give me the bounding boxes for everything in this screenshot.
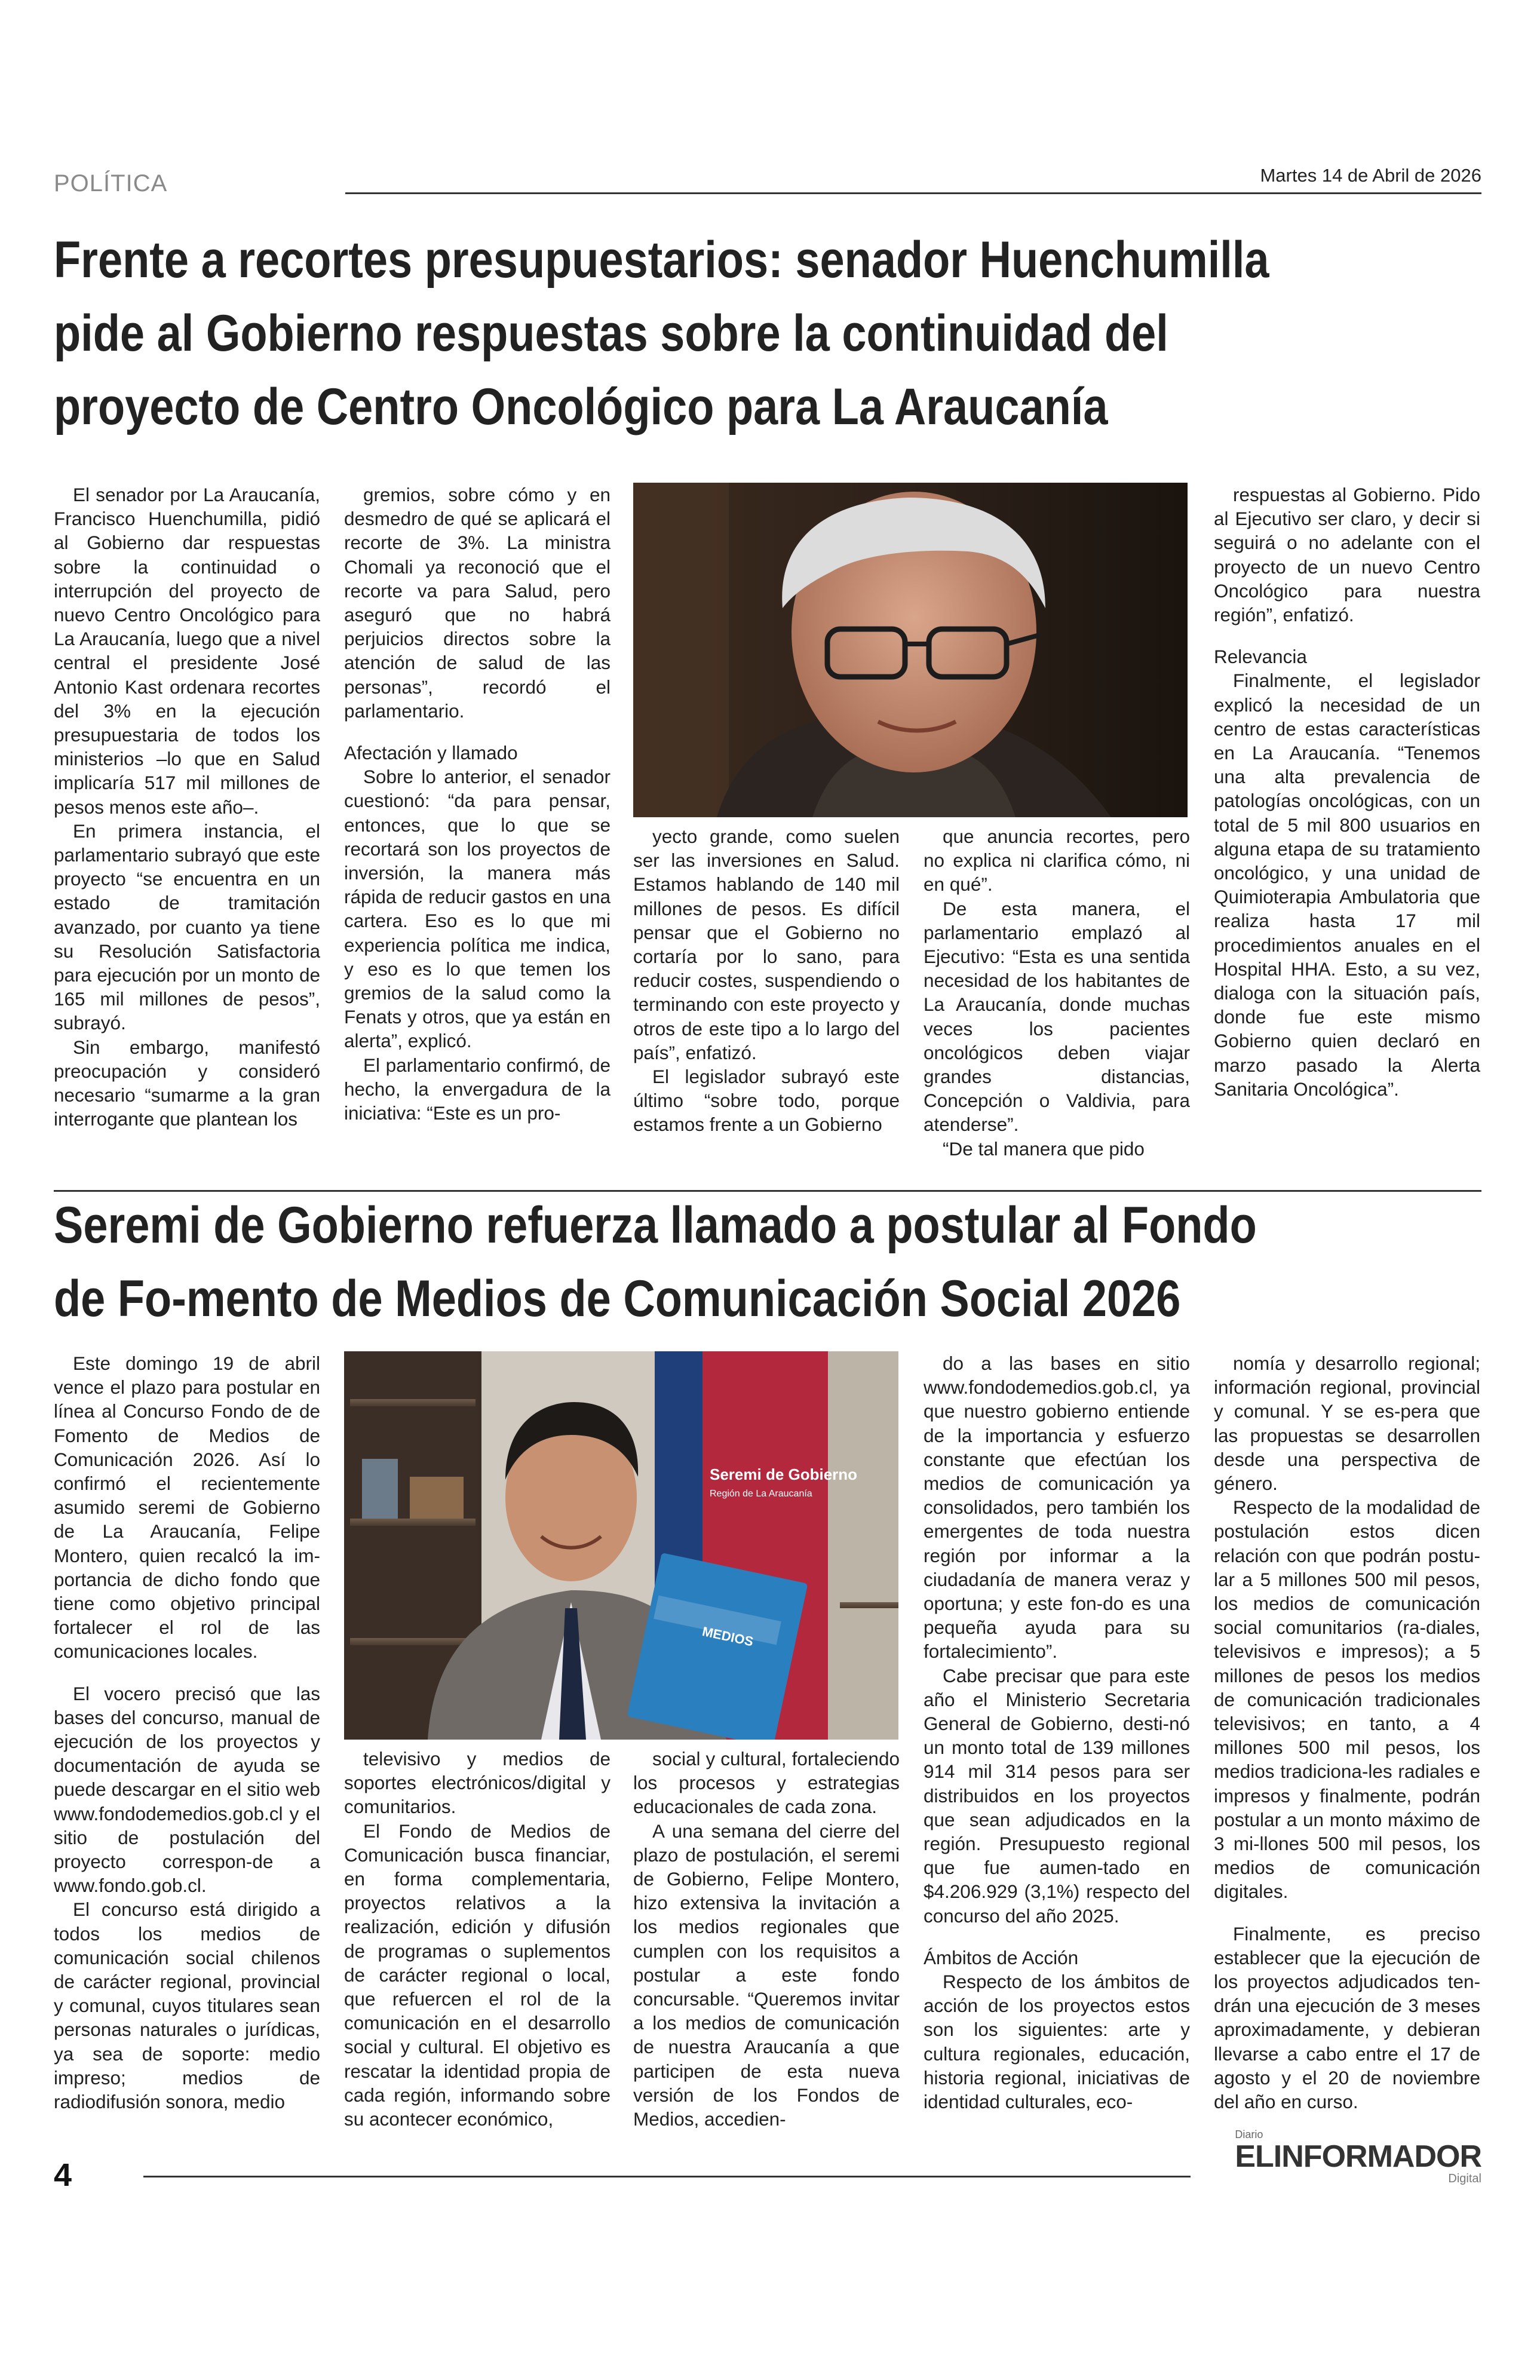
footer-rule	[143, 2176, 1191, 2177]
headline-line: de Fo-mento de Medios de Comunicación Social 2026	[54, 1270, 1181, 1327]
paragraph: El legislador subrayó este último “sobre todo, porque estamos frente a un Gobierno	[633, 1066, 900, 1136]
paragraph: El Fondo de Medios de Comunicación busca financiar, en forma complementaria, proyectos relativos a la realización, edición y difusión de programas o suplementos de carácter regional o local, que refuercen el rol de la comunicación en el desarrollo social y cultural. El objetivo es rescatar la identidad propia de cada región, informando sobre su acontecer económico,	[344, 1820, 611, 2130]
article2-column-5	[1214, 1351, 1480, 2114]
article2-headline	[54, 1189, 1287, 1336]
paragraph: do a las bases en sitio www.fondodemedios.gob.cl, ya que nuestro gobierno entiende de la importancia y esfuerzo constante que efectúan los medios de comunicación ya consolidados, pero también los emergentes de toda nuestra región por informar a la ciudadanía de manera veraz y oportuna; y este fon-do es una pequeña ayuda para su fortalecimiento”.	[924, 1352, 1190, 1663]
subheading: Ámbitos de Acción	[924, 1946, 1079, 1968]
article2-column-2	[344, 1747, 611, 2131]
paragraph: El vocero precisó que las bases del concurso, manual de ejecución de los proyectos y documentación de ayuda se puede descargar en el sitio web www.fondodemedios.gob.cl y el sitio de postulación del proyecto correspon-de a www.fondo.gob.cl.	[54, 1682, 320, 1897]
paragraph: A una semana del cierre del plazo de postulación, el seremi de Gobierno, Felipe Montero, hizo extensiva la invitación a los medios regionales que cumplen con los requisitos a postular a este fondo concursable. “Queremos invitar a los medios de comunicación de nuestra Araucanía a que participen de esta nueva versión de los Fondos de Medios, accedien-	[633, 1820, 900, 2130]
paragraph: Este domingo 19 de abril vence el plazo para postular en línea al Concurso Fondo de de Fomento de Medios de Comunicación 2026. Así lo confirmó el recientemente asumido seremi de Gobierno de La Araucanía, Felipe Montero, quien recalcó la im-portancia de dicho fondo que tiene como objetivo principal fortalecer el rol de las comunicaciones locales.	[54, 1352, 320, 1663]
paragraph: respuestas al Gobierno. Pido al Ejecutivo ser claro, y decir si seguirá o no adelante con el proyecto de un nuevo Centro Oncológico para nuestra región”, enfatizó.	[1214, 484, 1480, 626]
article2-column-1	[54, 1351, 320, 2114]
headline-line: Seremi de Gobierno refuerza llamado a postular al Fondo	[54, 1197, 1257, 1254]
paragraph: El concurso está dirigido a todos los medios de comunicación social chilenos de carácter regional, provincial y comunal, cuyos titulares sean personas naturales o jurídicas, ya sea de soporte: medio impreso; medios de radiodifusión sonora, medio	[54, 1899, 320, 2113]
article1-column-4	[924, 824, 1190, 1161]
paragraph: nomía y desarrollo regional; información regional, provincial y comunal. Y se es-pera que las propuestas se desarrollen desde una perspectiva de género.	[1214, 1352, 1480, 1495]
photo-folder-title: Seremi de Gobierno	[710, 1465, 858, 1483]
issue-date: Martes 14 de Abril de 2026	[1260, 165, 1481, 186]
paragraph: “De tal manera que pido	[943, 1137, 1145, 1160]
paragraph: Respecto de la modalidad de postulación estos dicen relación con que podrán postu-lar a 5 millones 500 mil pesos, los medios de comunicación social comunitarios (ra-diales, televisivos e impresos); a 5 millones de pesos los medios de comunicación tradicionales televisivos; en tanto, a 4 millones 500 mil pesos, los medios tradiciona-les radiales e impresos y finalmente, podrán postular a un monto máximo de 3 mi-llones 500 mil pesos, los medios de comunicación digitales.	[1214, 1496, 1480, 1903]
paragraph: Sobre lo anterior, el senador cuestionó: “da para pensar, entonces, que lo que se recortará son los proyectos de inversión, la manera más rápida de reducir gastos en una cartera. Eso es lo que mi experiencia política me indica, y eso es lo que temen los gremios de la salud como la Fenats y otros, que ya están en alerta”, explicó.	[344, 766, 611, 1052]
headline-line: pide al Gobierno respuestas sobre la continuidad del	[54, 305, 1168, 362]
paragraph: Cabe precisar que para este año el Ministerio Secretaria General de Gobierno, desti-nó un monto total de 139 millones 914 mil 314 pesos para ser distribuidos en los proyectos que sean adjudicados en la región. Presupuesto regional que fue aumen-tado en $4.206.929 (3,1%) respecto del concurso del año 2025.	[924, 1664, 1190, 1927]
paragraph: gremios, sobre cómo y en desmedro de qué se aplicará el recorte de 3%. La ministra Chomali ya reconoció que el recorte va para Salud, pero aseguró que no habrá perjuicios directos sobre la atención de salud de las personas”, recordó el parlamentario.	[344, 484, 611, 722]
paragraph: Finalmente, el legislador explicó la necesidad de un centro de estas características en La Araucanía. “Tenemos una alta prevalencia de patologías oncológicas, con un total de 5 mil 800 usuarios en alguna etapa de su tratamiento oncológico, y una unidad de Quimioterapia Ambulatoria que realiza hasta 17 mil procedimientos anuales en el Hospital HHA. Esto, a su vez, dialoga con la situación país, donde fue este mismo Gobierno quien declaró en marzo pasado la Alerta Sanitaria Oncológica”.	[1214, 670, 1480, 1100]
photo-book-title: MEDIOS	[701, 1624, 755, 1649]
senator-photo	[633, 483, 1188, 817]
article1-column-2	[344, 483, 611, 1125]
paragraph: El parlamentario confirmó, de hecho, la envergadura de la iniciativa: “Este es un pro-	[344, 1054, 611, 1124]
paragraph: que anuncia recortes, pero no explica ni clarifica cómo, ni en qué”.	[924, 826, 1190, 895]
article1-column-5	[1214, 483, 1480, 1101]
subheading: Afectación y llamado	[344, 742, 518, 764]
seremi-photo	[344, 1351, 898, 1740]
logo-small-text: Diario	[1235, 2128, 1263, 2140]
paragraph: Respecto de los ámbitos de acción de los proyectos estos son los siguientes: arte y cultura regionales, educación, historia regional, iniciativas de identidad culturales, eco-	[924, 1971, 1190, 2113]
section-label: POLÍTICA	[54, 170, 168, 197]
article2-column-4	[924, 1351, 1190, 2114]
headline-line: proyecto de Centro Oncológico para La Araucanía	[54, 378, 1108, 435]
subheading: Relevancia	[1214, 646, 1307, 668]
paragraph: yecto grande, como suelen ser las inversiones en Salud. Estamos hablando de 140 mil millones de pesos. Es difícil pensar que el Gobierno no cortaría por lo sano, para reducir costes, suspendiendo o terminando con este proyecto y otros de este tipo a lo largo del país”, enfatizó.	[633, 826, 900, 1063]
article2-column-3	[633, 1747, 900, 2131]
page-number: 4	[54, 2157, 72, 2193]
paragraph: De esta manera, el parlamentario emplazó al Ejecutivo: “Esta es una sentida necesidad de los habitantes de La Araucanía, donde muchas veces los pacientes oncológicos deben viajar grandes distancias, Concepción o Valdivia, para atenderse”.	[924, 897, 1190, 1136]
paragraph: Finalmente, es preciso establecer que la ejecución de los proyectos adjudicados ten-drán una ejecución de 3 meses aproximadamente, y debieran llevarse a cabo entre el 17 de agosto y el 20 de noviembre del año en curso.	[1214, 1922, 1480, 2113]
logo-sub-text: Digital	[1448, 2172, 1481, 2185]
paragraph: En primera instancia, el parlamentario subrayó que este proyecto “se encuentra en un estado de tramitación avanzado, por cuanto ya tiene su Resolución Satisfactoria para ejecución por un monto de 165 mil millones de pesos”, subrayó.	[54, 820, 320, 1034]
article1-column-3	[633, 824, 900, 1137]
article1-headline	[54, 223, 1287, 444]
publication-logo	[1235, 2128, 1481, 2185]
paragraph: social y cultural, fortaleciendo los procesos y estrategias educacionales de cada zona.	[633, 1748, 900, 1818]
paragraph: Sin embargo, manifestó preocupación y consideró necesario “sumarme a la gran interrogante que plantean los	[54, 1036, 320, 1130]
header-rule	[345, 192, 1481, 194]
paragraph: televisivo y medios de soportes electrónicos/digital y comunitarios.	[344, 1748, 611, 1818]
paragraph: El senador por La Araucanía, Francisco Huenchumilla, pidió al Gobierno dar respuestas sobre la continuidad o interrupción del proyecto de nuevo Centro Oncológico para La Araucanía, luego que a nivel central el presidente José Antonio Kast ordenara recortes del 3% en la ejecución presupuestaria de todos los ministerios –lo que en Salud implicaría 517 mil millones de pesos menos este año–.	[54, 484, 320, 818]
logo-main-text: ELINFORMADOR	[1235, 2139, 1481, 2174]
headline-line: Frente a recortes presupuestarios: senador Huenchumilla	[54, 231, 1269, 289]
article1-column-1	[54, 483, 320, 1131]
photo-folder-subtitle: Región de La Araucanía	[710, 1489, 812, 1499]
